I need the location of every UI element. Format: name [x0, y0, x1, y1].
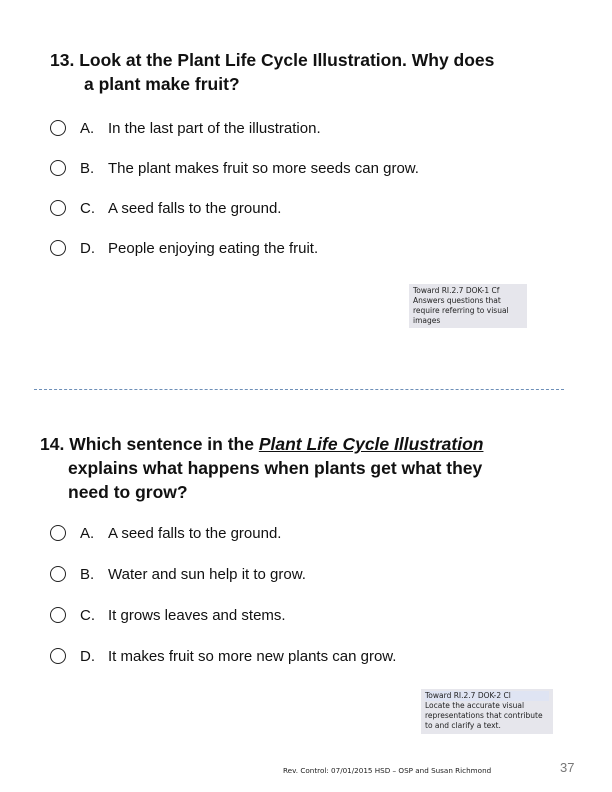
q13-choice-c[interactable]: [50, 197, 281, 219]
choice-text: The plant makes fruit so more seeds can grow.: [108, 159, 419, 177]
standard-desc-3: to and clarify a text.: [425, 721, 501, 730]
question-14-prefix: Which sentence in the: [69, 434, 254, 454]
q14-choice-c[interactable]: [50, 604, 286, 626]
radio-button[interactable]: [50, 648, 66, 664]
question-14-text-3: need to grow?: [68, 482, 188, 502]
standard-note-14: [421, 689, 553, 734]
radio-button[interactable]: [50, 240, 66, 256]
illustration-title: Plant Life Cycle Illustration: [258, 434, 484, 454]
choice-text: In the last part of the illustration.: [108, 119, 321, 137]
q14-choice-d[interactable]: [50, 645, 396, 667]
radio-button[interactable]: [50, 525, 66, 541]
standard-desc-3: images: [413, 316, 441, 325]
question-14-text-2: explains what happens when plants get what they: [68, 458, 483, 478]
choice-letter: C.: [80, 199, 95, 217]
question-14-number: 14.: [40, 434, 65, 454]
choice-letter: B.: [80, 565, 95, 583]
choice-letter: A.: [80, 119, 95, 137]
standard-desc-2: representations that contribute: [425, 711, 543, 720]
standard-note-13: [409, 284, 527, 328]
question-13-text-1: Look at the Plant Life Cycle Illustration. Why does: [79, 50, 495, 70]
choice-letter: D.: [80, 239, 95, 257]
choice-text: Water and sun help it to grow.: [108, 565, 306, 583]
question-13-line-1: [50, 48, 570, 72]
section-divider: [34, 389, 564, 390]
standard-desc-2: require referring to visual: [413, 306, 509, 315]
choice-letter: A.: [80, 524, 95, 542]
revision-footer: Rev. Control: 07/01/2015 HSD – OSP and Susan Richmond: [283, 766, 492, 775]
question-14: [40, 432, 580, 504]
q13-choice-a[interactable]: [50, 117, 321, 139]
q13-choice-d[interactable]: [50, 237, 318, 259]
radio-button[interactable]: [50, 607, 66, 623]
standard-code: Toward RI.2.7 DOK-1 Cf: [413, 286, 500, 295]
q13-choice-b[interactable]: [50, 157, 419, 179]
radio-button[interactable]: [50, 160, 66, 176]
choice-letter: D.: [80, 647, 95, 665]
page-number: 37: [560, 760, 575, 775]
question-13-text-2: a plant make fruit?: [84, 74, 240, 94]
choice-text: It makes fruit so more new plants can grow.: [108, 647, 397, 665]
question-14-line-1: [40, 432, 580, 456]
standard-desc-1: Locate the accurate visual: [425, 701, 525, 710]
radio-button[interactable]: [50, 200, 66, 216]
choice-text: It grows leaves and stems.: [108, 606, 286, 624]
q14-choice-a[interactable]: [50, 522, 281, 544]
choice-text: People enjoying eating the fruit.: [108, 239, 319, 257]
radio-button[interactable]: [50, 566, 66, 582]
question-13-number: 13.: [50, 50, 75, 70]
choice-letter: C.: [80, 606, 95, 624]
choice-text: A seed falls to the ground.: [108, 524, 282, 542]
standard-desc-1: Answers questions that: [413, 296, 501, 305]
q14-choice-b[interactable]: [50, 563, 306, 585]
radio-button[interactable]: [50, 120, 66, 136]
standard-code: Toward RI.2.7 DOK-2 Cl: [425, 691, 549, 701]
choice-letter: B.: [80, 159, 95, 177]
question-13: [50, 48, 570, 96]
choice-text: A seed falls to the ground.: [108, 199, 282, 217]
